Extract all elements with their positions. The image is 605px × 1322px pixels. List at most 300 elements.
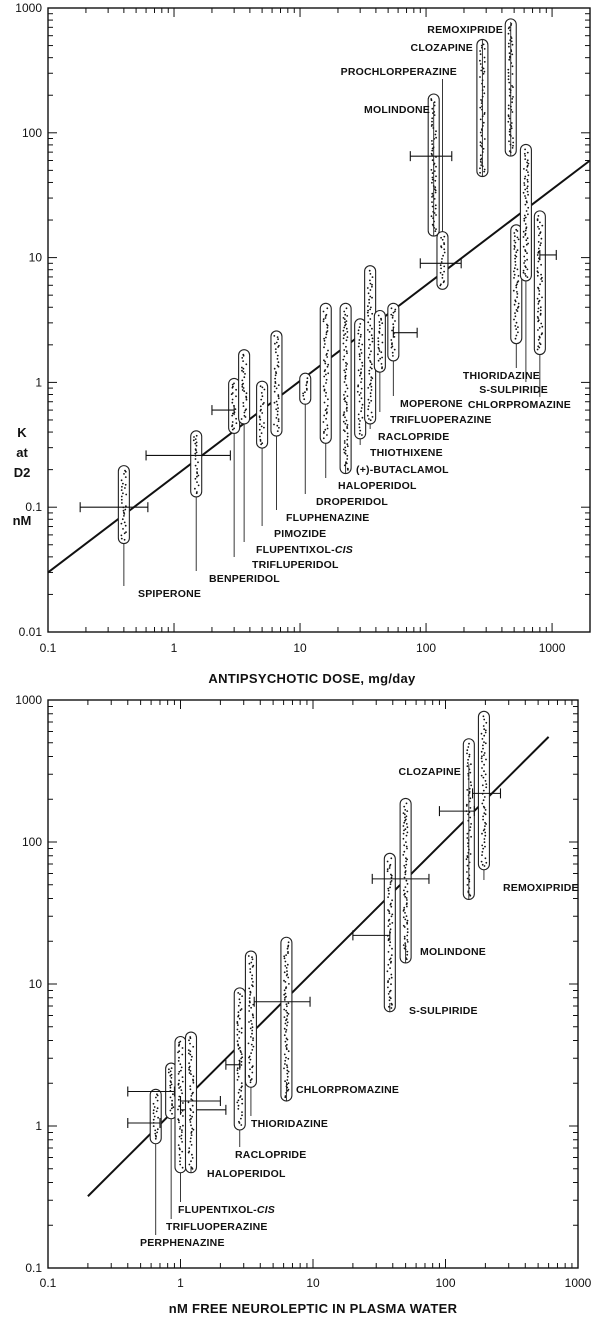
data-point xyxy=(323,338,325,340)
data-point xyxy=(190,1070,192,1072)
data-point xyxy=(517,326,519,328)
data-point xyxy=(260,410,262,412)
data-point xyxy=(482,748,484,750)
data-point xyxy=(484,807,486,809)
data-point xyxy=(391,948,393,950)
data-point xyxy=(515,328,517,330)
data-point xyxy=(434,230,436,232)
data-point xyxy=(192,1168,194,1170)
data-point xyxy=(327,366,329,368)
data-point xyxy=(514,258,516,260)
data-point xyxy=(378,315,380,317)
data-point xyxy=(403,944,405,946)
data-point xyxy=(250,1007,252,1009)
data-point xyxy=(190,1121,192,1123)
data-point xyxy=(252,1026,254,1028)
data-point xyxy=(259,419,261,421)
data-point xyxy=(435,130,437,132)
data-point xyxy=(517,249,519,251)
data-point xyxy=(369,296,371,298)
data-point xyxy=(346,404,348,406)
data-point xyxy=(237,1079,239,1081)
data-point xyxy=(283,994,285,996)
data-point xyxy=(325,418,327,420)
data-point xyxy=(481,803,483,805)
data-point xyxy=(192,1105,194,1107)
data-point xyxy=(343,370,345,372)
data-point xyxy=(513,232,515,234)
data-point xyxy=(124,509,126,511)
data-point xyxy=(537,267,539,269)
data-point xyxy=(387,868,389,870)
data-point xyxy=(406,899,408,901)
data-point xyxy=(324,390,326,392)
data-point xyxy=(485,813,487,815)
data-point xyxy=(440,264,442,266)
data-point xyxy=(260,399,262,401)
data-point xyxy=(516,335,518,337)
data-point xyxy=(252,966,254,968)
data-point xyxy=(245,397,247,399)
drug-range-capsule xyxy=(300,373,311,404)
data-point xyxy=(484,138,486,140)
data-point xyxy=(357,386,359,388)
data-point xyxy=(238,1005,240,1007)
data-point xyxy=(286,970,288,972)
data-point xyxy=(192,1080,194,1082)
data-point xyxy=(347,445,349,447)
data-point xyxy=(235,395,237,397)
data-point xyxy=(538,288,540,290)
data-point xyxy=(181,1131,183,1133)
data-point xyxy=(345,346,347,348)
data-point xyxy=(481,861,483,863)
data-point xyxy=(539,222,541,224)
data-point xyxy=(515,287,517,289)
data-point xyxy=(188,1147,190,1149)
data-point xyxy=(125,525,127,527)
data-point xyxy=(516,296,518,298)
data-point xyxy=(237,1108,239,1110)
data-point xyxy=(483,73,485,75)
data-point xyxy=(387,987,389,989)
data-point xyxy=(239,1122,241,1124)
data-point xyxy=(484,825,486,827)
data-point xyxy=(244,373,246,375)
x-tick-label: 1000 xyxy=(564,1276,592,1290)
data-point xyxy=(358,329,360,331)
data-point xyxy=(347,388,349,390)
data-point xyxy=(391,977,393,979)
data-point xyxy=(431,169,433,171)
data-point xyxy=(407,920,409,922)
data-point xyxy=(177,1052,179,1054)
data-point xyxy=(277,336,279,338)
data-point xyxy=(180,1089,182,1091)
data-point xyxy=(435,175,437,177)
data-point xyxy=(394,311,396,313)
data-point xyxy=(482,738,484,740)
data-point xyxy=(324,340,326,342)
data-point xyxy=(275,372,277,374)
data-point xyxy=(434,186,436,188)
data-point xyxy=(405,886,407,888)
data-point xyxy=(307,377,309,379)
data-point xyxy=(482,816,484,818)
data-point xyxy=(283,980,285,982)
data-point xyxy=(372,341,374,343)
data-point xyxy=(344,314,346,316)
data-point xyxy=(237,1073,239,1075)
data-point xyxy=(479,167,481,169)
data-point xyxy=(249,963,251,965)
data-point xyxy=(232,421,234,423)
data-point xyxy=(515,338,517,340)
data-point xyxy=(483,92,485,94)
data-point xyxy=(367,287,369,289)
data-point xyxy=(369,318,371,320)
data-point xyxy=(368,347,370,349)
data-point xyxy=(191,1116,193,1118)
data-point xyxy=(511,54,513,56)
data-point xyxy=(326,307,328,309)
data-point xyxy=(168,1068,170,1070)
data-point xyxy=(287,977,289,979)
drug-label: FLUPENTIXOL-CIS xyxy=(178,1204,275,1216)
data-point xyxy=(238,1031,240,1033)
data-point xyxy=(389,967,391,969)
data-point xyxy=(284,1063,286,1065)
data-point xyxy=(306,382,308,384)
data-point xyxy=(343,411,345,413)
data-point xyxy=(250,1059,252,1061)
data-point xyxy=(324,429,326,431)
data-point xyxy=(178,1045,180,1047)
data-point xyxy=(470,823,472,825)
data-point xyxy=(157,1107,159,1109)
data-point xyxy=(302,395,304,397)
data-point xyxy=(125,494,127,496)
data-point xyxy=(358,423,360,425)
data-point xyxy=(182,1102,184,1104)
data-point xyxy=(483,777,485,779)
data-point xyxy=(518,239,520,241)
data-point xyxy=(390,339,392,341)
data-point xyxy=(484,71,486,73)
data-point xyxy=(481,833,483,835)
data-point xyxy=(526,202,528,204)
data-point xyxy=(285,1045,287,1047)
data-point xyxy=(538,241,540,243)
data-point xyxy=(435,208,437,210)
data-point xyxy=(344,400,346,402)
data-point xyxy=(527,171,529,173)
data-point xyxy=(240,1051,242,1053)
data-point xyxy=(249,1068,251,1070)
data-point xyxy=(285,981,287,983)
data-point xyxy=(538,261,540,263)
data-point xyxy=(190,1037,192,1039)
data-point xyxy=(391,875,393,877)
data-point xyxy=(237,1022,239,1024)
data-point xyxy=(361,397,363,399)
data-point xyxy=(403,865,405,867)
data-point xyxy=(327,398,329,400)
data-point xyxy=(284,1054,286,1056)
data-point xyxy=(236,1102,238,1104)
data-point xyxy=(525,230,527,232)
data-point xyxy=(431,193,433,195)
data-point xyxy=(346,455,348,457)
data-point xyxy=(480,164,482,166)
data-point xyxy=(524,184,526,186)
data-point xyxy=(372,276,374,278)
data-point xyxy=(243,371,245,373)
data-point xyxy=(482,784,484,786)
data-point xyxy=(361,344,363,346)
data-point xyxy=(285,954,287,956)
data-point xyxy=(287,948,289,950)
data-point xyxy=(178,1099,180,1101)
data-point xyxy=(240,1118,242,1120)
data-point xyxy=(248,1005,250,1007)
data-point xyxy=(432,148,434,150)
data-point xyxy=(403,806,405,808)
drug-range-capsule xyxy=(257,381,268,448)
data-point xyxy=(508,78,510,80)
data-point xyxy=(284,1080,286,1082)
data-point xyxy=(406,859,408,861)
data-point xyxy=(193,436,195,438)
data-point xyxy=(157,1100,159,1102)
data-point xyxy=(194,488,196,490)
data-point xyxy=(284,1016,286,1018)
data-point xyxy=(177,1109,179,1111)
data-point xyxy=(513,290,515,292)
data-point xyxy=(276,342,278,344)
data-point xyxy=(405,873,407,875)
drug-label: S-SULPIRIDE xyxy=(479,384,548,396)
data-point xyxy=(538,215,540,217)
data-point xyxy=(278,420,280,422)
data-point xyxy=(403,894,405,896)
data-point xyxy=(303,398,305,400)
data-point xyxy=(432,159,434,161)
data-point xyxy=(171,1113,173,1115)
data-point xyxy=(241,1061,243,1063)
data-point xyxy=(179,1126,181,1128)
data-point xyxy=(122,483,124,485)
data-point xyxy=(288,983,290,985)
data-point xyxy=(512,96,514,98)
data-point xyxy=(323,415,325,417)
data-point xyxy=(287,946,289,948)
data-point xyxy=(361,388,363,390)
data-point xyxy=(285,961,287,963)
data-point xyxy=(371,386,373,388)
data-point xyxy=(406,880,408,882)
data-point xyxy=(525,239,527,241)
data-point xyxy=(435,134,437,136)
data-point xyxy=(435,214,437,216)
data-point xyxy=(481,733,483,735)
data-point xyxy=(182,1076,184,1078)
data-point xyxy=(343,449,345,451)
data-point xyxy=(540,274,542,276)
data-point xyxy=(541,225,543,227)
data-point xyxy=(237,1024,239,1026)
data-point xyxy=(286,1064,288,1066)
data-point xyxy=(393,312,395,314)
data-point xyxy=(525,197,527,199)
drug-range-capsule xyxy=(320,303,331,443)
data-point xyxy=(361,352,363,354)
data-point xyxy=(196,492,198,494)
data-point xyxy=(387,888,389,890)
data-point xyxy=(252,1017,254,1019)
data-point xyxy=(379,358,381,360)
data-point xyxy=(391,307,393,309)
data-point xyxy=(470,836,472,838)
data-point xyxy=(275,348,277,350)
data-point xyxy=(368,418,370,420)
data-point xyxy=(390,983,392,985)
data-point xyxy=(523,218,525,220)
data-point xyxy=(178,1060,180,1062)
data-point xyxy=(541,238,543,240)
data-point xyxy=(367,408,369,410)
data-point xyxy=(367,321,369,323)
data-point xyxy=(237,1034,239,1036)
data-point xyxy=(248,1021,250,1023)
data-point xyxy=(347,395,349,397)
data-point xyxy=(259,423,261,425)
data-point xyxy=(196,476,198,478)
data-point xyxy=(359,420,361,422)
data-point xyxy=(121,535,123,537)
data-point xyxy=(390,857,392,859)
data-point xyxy=(483,770,485,772)
data-point xyxy=(367,415,369,417)
data-point xyxy=(237,992,239,994)
data-point xyxy=(246,399,248,401)
data-point xyxy=(286,1073,288,1075)
data-point xyxy=(484,169,486,171)
data-point xyxy=(404,871,406,873)
data-point xyxy=(524,189,526,191)
data-point xyxy=(407,931,409,933)
data-point xyxy=(467,746,469,748)
data-point xyxy=(440,268,442,270)
data-point xyxy=(182,1047,184,1049)
data-point xyxy=(188,1102,190,1104)
data-point xyxy=(232,399,234,401)
data-point xyxy=(188,1053,190,1055)
data-point xyxy=(327,350,329,352)
data-point xyxy=(324,363,326,365)
data-point xyxy=(241,1114,243,1116)
data-point xyxy=(121,499,123,501)
data-point xyxy=(284,1060,286,1062)
data-point xyxy=(512,44,514,46)
data-point xyxy=(178,1057,180,1059)
data-point xyxy=(182,1081,184,1083)
data-point xyxy=(263,427,265,429)
data-point xyxy=(286,975,288,977)
data-point xyxy=(371,284,373,286)
data-point xyxy=(121,489,123,491)
data-point xyxy=(515,285,517,287)
data-point xyxy=(508,108,510,110)
data-point xyxy=(190,1137,192,1139)
data-point xyxy=(288,1071,290,1073)
data-point xyxy=(514,235,516,237)
data-point xyxy=(259,429,261,431)
data-point xyxy=(237,1016,239,1018)
data-point xyxy=(403,830,405,832)
data-point xyxy=(157,1095,159,1097)
data-point xyxy=(368,370,370,372)
x-tick-label: 0.1 xyxy=(39,1276,57,1290)
data-point xyxy=(371,377,373,379)
data-point xyxy=(361,378,363,380)
data-point xyxy=(524,176,526,178)
data-point xyxy=(391,916,393,918)
data-point xyxy=(527,185,529,187)
data-point xyxy=(154,1106,156,1108)
data-point xyxy=(403,825,405,827)
data-point xyxy=(481,757,483,759)
data-point xyxy=(387,861,389,863)
data-point xyxy=(402,854,404,856)
data-point xyxy=(250,1020,252,1022)
data-point xyxy=(155,1136,157,1138)
data-point xyxy=(179,1136,181,1138)
data-point xyxy=(122,518,124,520)
data-point xyxy=(508,82,510,84)
data-point xyxy=(480,119,482,121)
data-point xyxy=(538,248,540,250)
data-point xyxy=(527,276,529,278)
data-point xyxy=(241,995,243,997)
data-point xyxy=(390,997,392,999)
data-point xyxy=(537,252,539,254)
data-point xyxy=(190,1141,192,1143)
data-point xyxy=(325,392,327,394)
data-point xyxy=(523,192,525,194)
data-point xyxy=(190,1095,192,1097)
data-point xyxy=(345,365,347,367)
drug-label: DROPERIDOL xyxy=(316,496,389,508)
data-point xyxy=(245,363,247,365)
data-point xyxy=(361,407,363,409)
data-point xyxy=(466,837,468,839)
y-tick-label: 0.01 xyxy=(18,625,42,639)
data-point xyxy=(277,355,279,357)
data-point xyxy=(346,439,348,441)
data-point xyxy=(371,334,373,336)
drug-range-capsule xyxy=(118,466,129,544)
data-point xyxy=(484,865,486,867)
data-point xyxy=(123,510,125,512)
data-point xyxy=(431,143,433,145)
data-point xyxy=(470,763,472,765)
data-point xyxy=(480,132,482,134)
data-point xyxy=(170,1110,172,1112)
data-point xyxy=(192,1157,194,1159)
data-point xyxy=(394,320,396,322)
data-point xyxy=(403,833,405,835)
